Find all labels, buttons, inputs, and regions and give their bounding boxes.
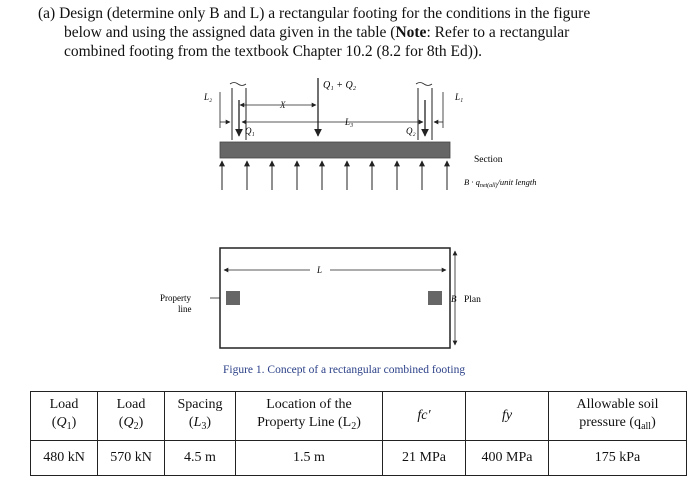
- column-1-plan: [226, 291, 240, 305]
- data-table: [30, 391, 687, 476]
- header-load-2: Load $(Q_2)$: [98, 392, 165, 441]
- q1-label: Q₁: [245, 126, 255, 136]
- footing-plan: [220, 248, 450, 348]
- footing-diagram: [150, 70, 570, 360]
- l1-label: L₁: [455, 92, 464, 102]
- value-allowable-pressure: 175 kPa: [549, 441, 687, 476]
- problem-line-2: [38, 23, 688, 42]
- header-spacing: Spacing $(L_3)$: [165, 392, 236, 441]
- value-load-1: 480 kN: [31, 441, 98, 476]
- table-header-row: [31, 392, 687, 441]
- problem-line-3: combined footing from the textbook Chapter 10.2 (8.2 for 8th Ed)).: [64, 43, 482, 60]
- l3-label: L₃: [345, 117, 354, 127]
- header-load-1: Load $(Q_1)$: [31, 392, 98, 441]
- value-fc: 21 MPa: [383, 441, 466, 476]
- pressure-label: $B \cdot q_{net(all)}$/unit length: [464, 177, 537, 189]
- property-line-label-2: line: [178, 304, 192, 314]
- table-row: [31, 441, 687, 476]
- value-spacing: 4.5 m: [165, 441, 236, 476]
- value-load-2: 570 kN: [98, 441, 165, 476]
- header-fc: fc′: [383, 392, 466, 441]
- soil-pressure-arrows: [222, 161, 447, 190]
- problem-statement: [38, 4, 688, 61]
- problem-line-2-tail: : Refer to a rectangular: [426, 24, 570, 41]
- value-fy: 400 MPa: [466, 441, 549, 476]
- b-label: B: [451, 294, 457, 304]
- header-allowable-pressure: Allowable soil pressure $(q_{all})$: [549, 392, 687, 441]
- problem-line-1: (a) Design (determine only B and L) a rectangular footing for the conditions in the figure: [38, 5, 591, 22]
- figure-caption: Figure 1. Concept of a rectangular combined footing: [223, 364, 466, 376]
- section-label: Section: [474, 155, 503, 165]
- note-label: Note: [395, 24, 427, 41]
- footing-section: [220, 142, 450, 158]
- column-2-plan: [428, 291, 442, 305]
- plan-label: Plan: [464, 295, 481, 305]
- l-label: L: [317, 265, 323, 275]
- x-label: X: [280, 100, 286, 110]
- header-fy: fy: [466, 392, 549, 441]
- value-location: 1.5 m: [236, 441, 383, 476]
- resultant-load-label: Q₁ + Q₂: [323, 80, 357, 91]
- problem-line-2-text: below and using the assigned data given in the table (: [64, 24, 396, 41]
- l2-label: L₂: [204, 92, 213, 102]
- property-line-label-1: Property: [160, 293, 191, 303]
- header-location: Location of the Property Line $(L_2)$: [236, 392, 383, 441]
- q2-label: Q₂: [406, 126, 416, 136]
